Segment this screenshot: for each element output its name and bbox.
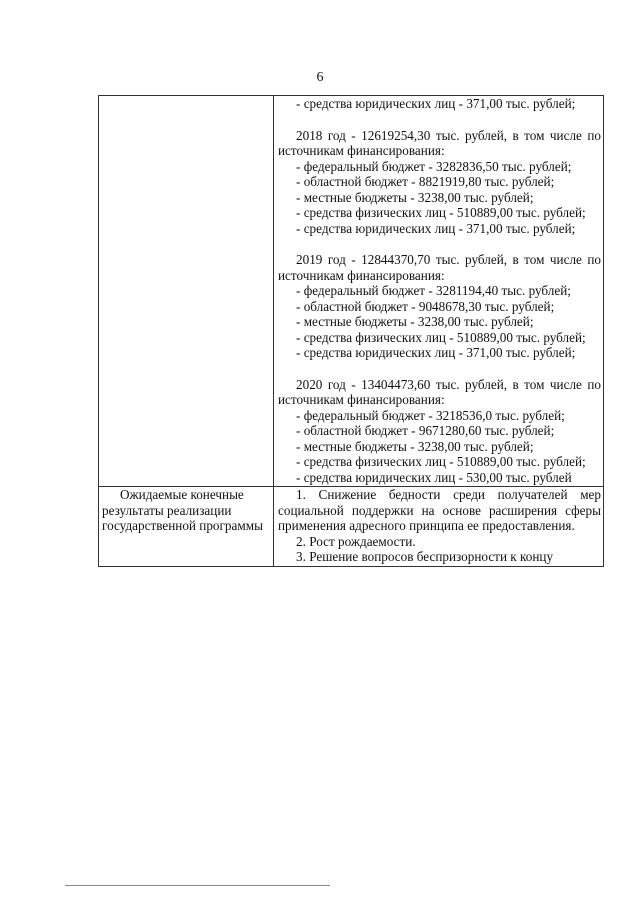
financing-details-cell — [274, 96, 604, 487]
funding-item: - областной бюджет - 9671280,60 тыс. рублей; — [296, 423, 555, 438]
funding-item: - федеральный бюджет - 3281194,40 тыс. рублей; — [296, 283, 571, 298]
result-item: 3. Решение вопросов беспризорности к концу — [296, 549, 554, 564]
footer-divider — [65, 885, 330, 886]
funding-item: - местные бюджеты - 3238,00 тыс. рублей; — [296, 438, 534, 454]
results-details-cell — [274, 487, 604, 567]
year-header: 2019 год - 12844370,70 тыс. рублей, в том числе по источникам финансирования: — [278, 252, 601, 283]
year-header: 2018 год - 12619254,30 тыс. рублей, в том числе по источникам финансирования: — [278, 127, 601, 158]
result-item: 1. Снижение бедности среди получателей мер социальной поддержки на основе расширения сферы применения адресного принципа ее предоставления. — [278, 487, 601, 533]
funding-item: - средства физических лиц - 510889,00 тыс. рублей; — [296, 454, 586, 469]
year-header: 2020 год - 13404473,60 тыс. рублей, в том числе по источникам финансирования: — [278, 376, 601, 407]
results-row — [99, 487, 604, 567]
funding-item: - федеральный бюджет - 3282836,50 тыс. рублей; — [296, 158, 572, 174]
funding-item: - средства юридических лиц - 371,00 тыс. рублей; — [296, 220, 576, 236]
financing-row — [99, 96, 604, 487]
funding-item: - средства юридических лиц - 530,00 тыс. рублей — [296, 469, 572, 485]
funding-item: - федеральный бюджет - 3218536,0 тыс. рублей; — [296, 407, 565, 423]
funding-item: - местные бюджеты - 3238,00 тыс. рублей; — [296, 189, 534, 205]
funding-item: - средства физических лиц - 510889,00 тыс. рублей; — [296, 205, 586, 220]
funding-item: - областной бюджет - 8821919,80 тыс. рублей; — [296, 174, 555, 189]
results-label: Ожидаемые конечные результаты реализации государственной программы — [102, 487, 263, 533]
year-2019-block — [278, 252, 601, 361]
year-2018-block — [278, 128, 601, 237]
funding-item: - областной бюджет - 9048678,30 тыс. рублей; — [296, 298, 555, 314]
page-number: 6 — [316, 70, 324, 85]
year-2020-block — [278, 377, 601, 486]
financing-label-cell — [99, 96, 274, 487]
program-passport-table — [98, 95, 604, 567]
funding-item: - местные бюджеты - 3238,00 тыс. рублей; — [296, 314, 534, 329]
results-label-cell — [99, 487, 274, 567]
funding-item: - средства физических лиц - 510889,00 тыс. рублей; — [296, 329, 586, 345]
continuation-item: - средства юридических лиц - 371,00 тыс. рублей; — [296, 96, 576, 111]
result-item: 2. Рост рождаемости. — [296, 533, 416, 549]
funding-item: - средства юридических лиц - 371,00 тыс. рублей; — [296, 345, 576, 360]
